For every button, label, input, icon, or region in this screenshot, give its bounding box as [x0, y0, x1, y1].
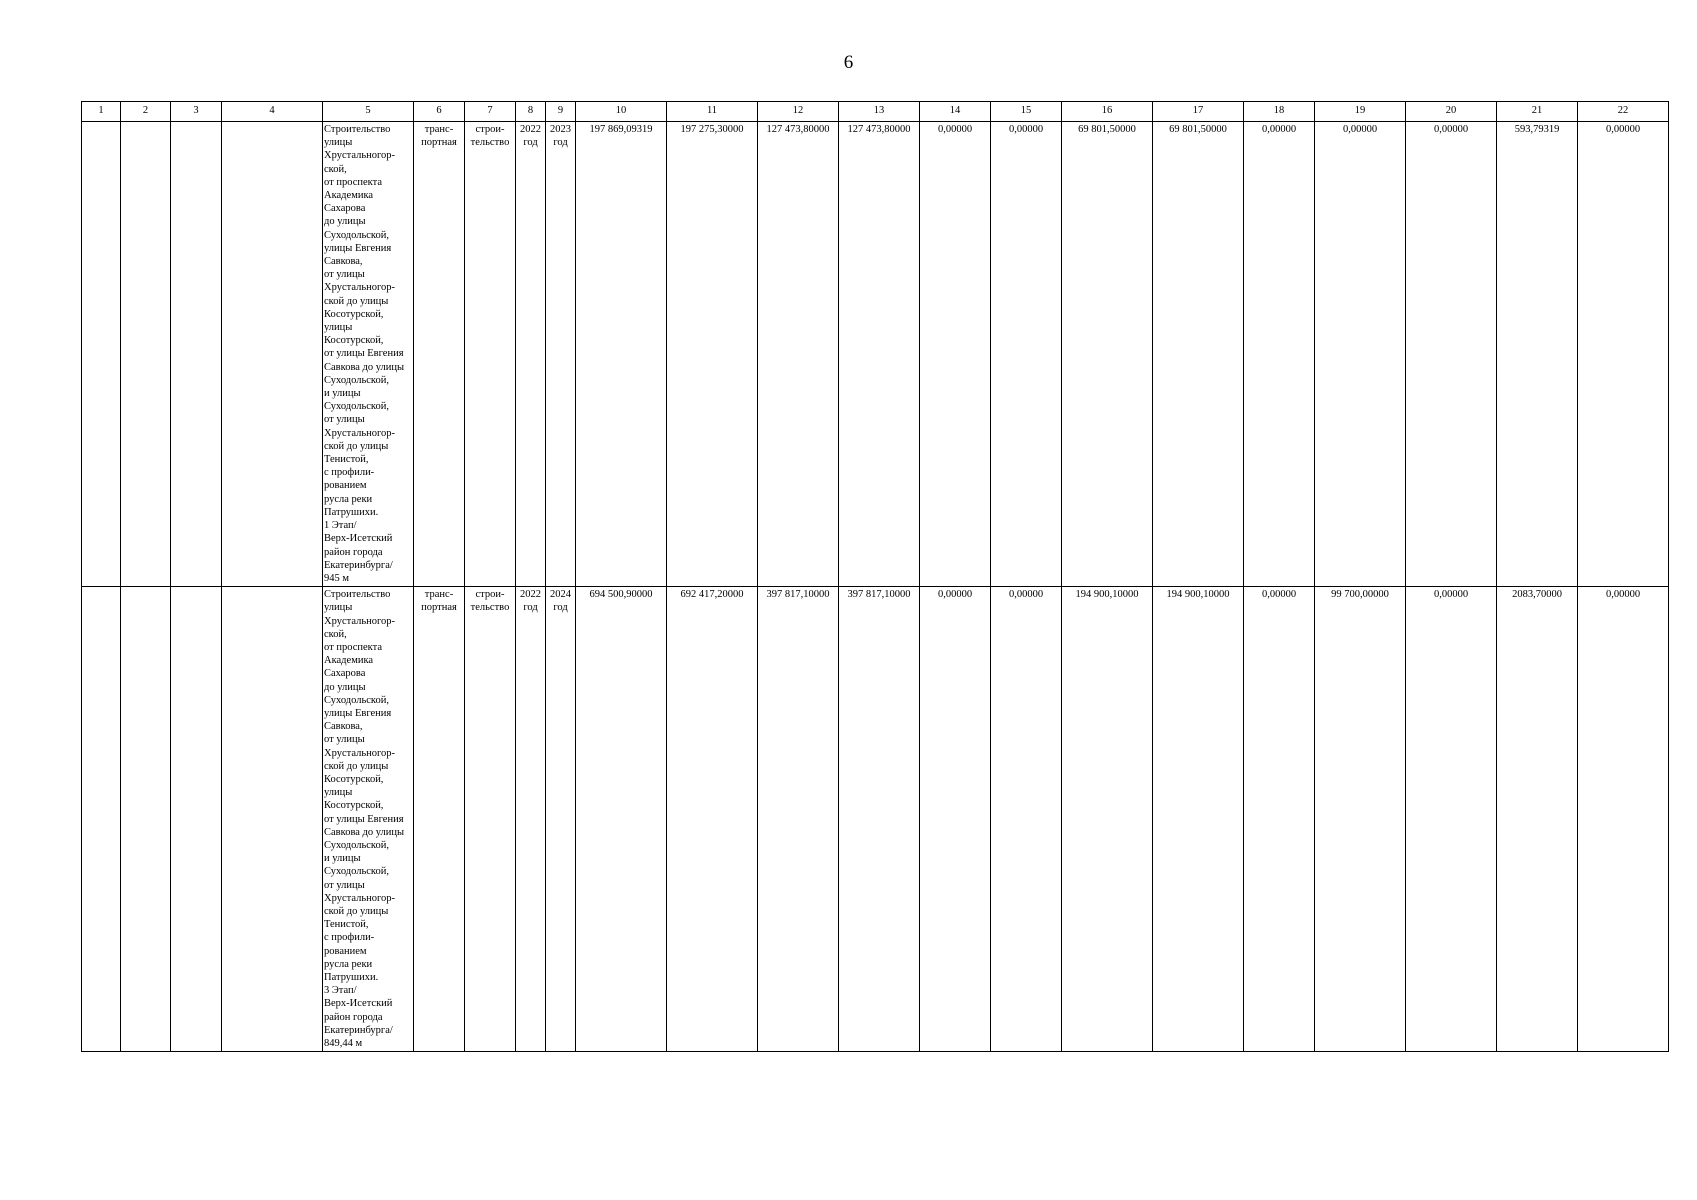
column-header: 18 — [1244, 102, 1315, 122]
object-description-cell: Строительство улицы Хрустальногор- ской, от проспекта Академика Сахарова до улицы Суходольской, улицы Евгения Савкова, от улицы Хрустальногор- ской до улицы Косотурской, улицы Косотурской, от улицы Евгения Савкова до улицы Суходольской, и улицы Суходольской, от улицы Хрустальногор- ской до улицы Тенистой, с профили- рованием русла реки Патрушихи. 3 Этап/ Верх-Исетский район города Екатеринбурга/ 849,44 м — [323, 587, 414, 1052]
end-year-cell: 2023 год — [546, 122, 576, 587]
start-year-cell: 2022 год — [516, 122, 546, 587]
column-header: 16 — [1062, 102, 1153, 122]
column-header: 11 — [667, 102, 758, 122]
column-header: 10 — [576, 102, 667, 122]
table-row — [82, 587, 1669, 1052]
amount-cell: 397 817,10000 — [758, 587, 839, 1052]
amount-cell: 197 869,09319 — [576, 122, 667, 587]
table-cell — [121, 587, 171, 1052]
work-type-cell: строи- тельство — [465, 122, 516, 587]
column-header: 3 — [171, 102, 222, 122]
amount-cell: 194 900,10000 — [1062, 587, 1153, 1052]
table-cell — [222, 587, 323, 1052]
amount-cell: 692 417,20000 — [667, 587, 758, 1052]
amount-cell: 127 473,80000 — [839, 122, 920, 587]
object-type-cell: транс- портная — [414, 122, 465, 587]
amount-cell: 0,00000 — [1244, 587, 1315, 1052]
column-header: 4 — [222, 102, 323, 122]
column-header: 1 — [82, 102, 121, 122]
table-cell — [121, 122, 171, 587]
table-cell — [82, 122, 121, 587]
amount-cell: 99 700,00000 — [1315, 587, 1406, 1052]
amount-cell: 69 801,50000 — [1062, 122, 1153, 587]
amount-cell: 194 900,10000 — [1153, 587, 1244, 1052]
data-table — [81, 101, 1669, 1052]
column-header: 5 — [323, 102, 414, 122]
amount-cell: 0,00000 — [991, 587, 1062, 1052]
amount-cell: 593,79319 — [1497, 122, 1578, 587]
amount-cell: 0,00000 — [920, 122, 991, 587]
table-cell — [82, 587, 121, 1052]
amount-cell: 0,00000 — [1315, 122, 1406, 587]
table-header-row — [82, 102, 1669, 122]
column-header: 14 — [920, 102, 991, 122]
column-header: 17 — [1153, 102, 1244, 122]
amount-cell: 0,00000 — [991, 122, 1062, 587]
amount-cell: 694 500,90000 — [576, 587, 667, 1052]
end-year-cell: 2024 год — [546, 587, 576, 1052]
column-header: 8 — [516, 102, 546, 122]
amount-cell: 69 801,50000 — [1153, 122, 1244, 587]
amount-cell: 0,00000 — [1578, 587, 1669, 1052]
column-header: 2 — [121, 102, 171, 122]
table-row — [82, 122, 1669, 587]
column-header: 9 — [546, 102, 576, 122]
amount-cell: 0,00000 — [920, 587, 991, 1052]
column-header: 13 — [839, 102, 920, 122]
column-header: 15 — [991, 102, 1062, 122]
column-header: 20 — [1406, 102, 1497, 122]
column-header: 6 — [414, 102, 465, 122]
amount-cell: 0,00000 — [1578, 122, 1669, 587]
table-cell — [171, 587, 222, 1052]
amount-cell: 2083,70000 — [1497, 587, 1578, 1052]
table-cell — [222, 122, 323, 587]
amount-cell: 197 275,30000 — [667, 122, 758, 587]
table-cell — [171, 122, 222, 587]
amount-cell: 0,00000 — [1406, 122, 1497, 587]
column-header: 19 — [1315, 102, 1406, 122]
object-type-cell: транс- портная — [414, 587, 465, 1052]
amount-cell: 0,00000 — [1244, 122, 1315, 587]
column-header: 22 — [1578, 102, 1669, 122]
amount-cell: 397 817,10000 — [839, 587, 920, 1052]
column-header: 12 — [758, 102, 839, 122]
amount-cell: 0,00000 — [1406, 587, 1497, 1052]
amount-cell: 127 473,80000 — [758, 122, 839, 587]
column-header: 21 — [1497, 102, 1578, 122]
column-header: 7 — [465, 102, 516, 122]
page-number: 6 — [843, 52, 854, 73]
object-description-cell: Строительство улицы Хрустальногор- ской, от проспекта Академика Сахарова до улицы Суходольской, улицы Евгения Савкова, от улицы Хрустальногор- ской до улицы Косотурской, улицы Косотурской, от улицы Евгения Савкова до улицы Суходольской, и улицы Суходольской, от улицы Хрустальногор- ской до улицы Тенистой, с профили- рованием русла реки Патрушихи. 1 Этап/ Верх-Исетский район города Екатеринбурга/ 945 м — [323, 122, 414, 587]
start-year-cell: 2022 год — [516, 587, 546, 1052]
work-type-cell: строи- тельство — [465, 587, 516, 1052]
